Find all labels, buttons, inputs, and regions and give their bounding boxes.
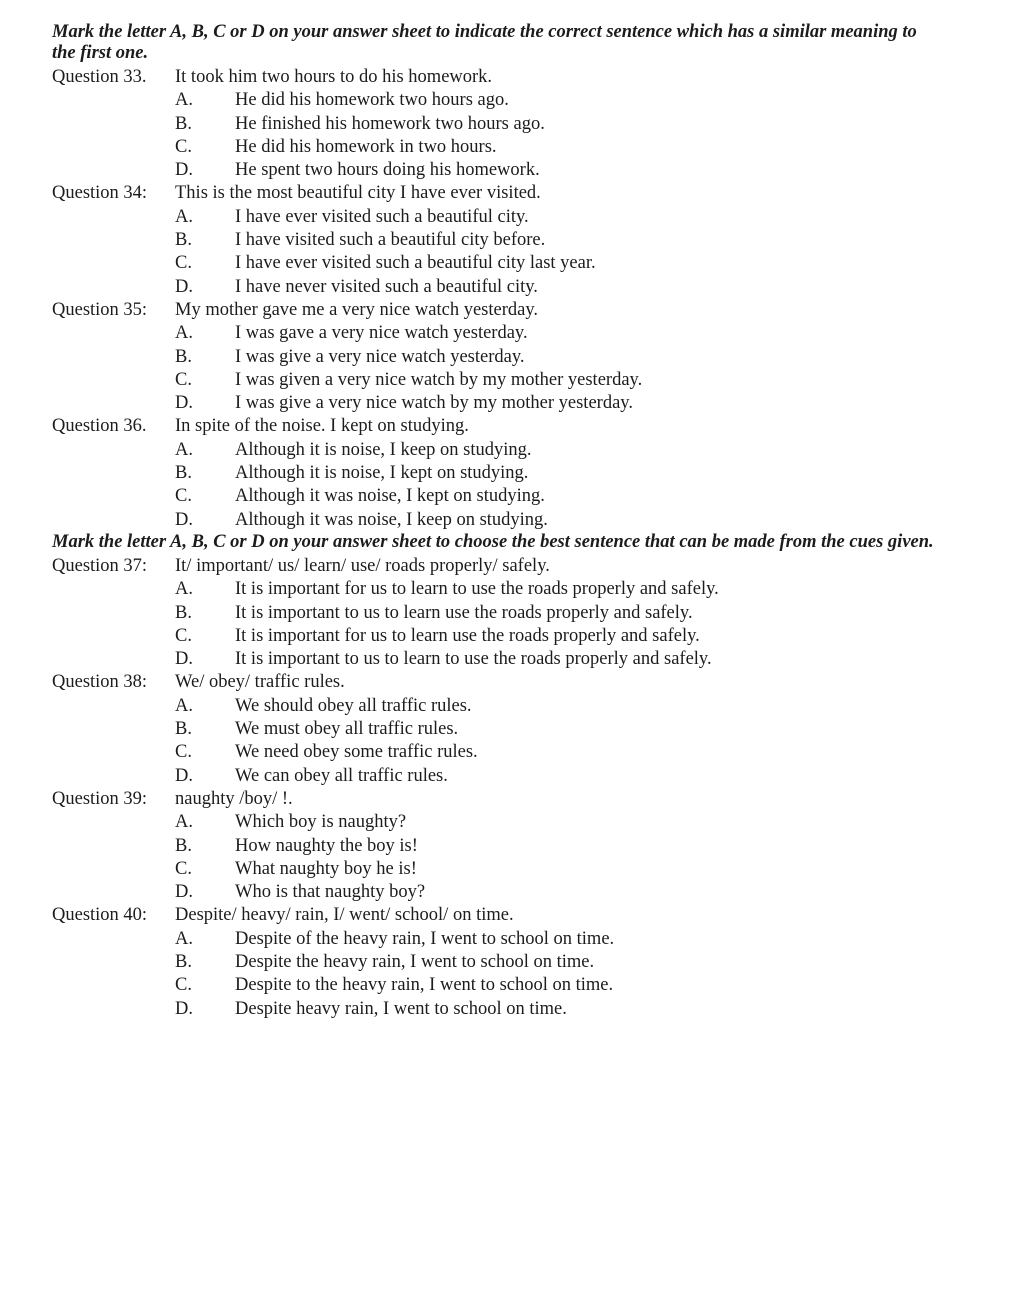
- answer-option[interactable]: [0, 578, 1024, 601]
- option-letter: D.: [175, 882, 193, 903]
- option-letter: B.: [175, 835, 192, 856]
- option-text: It is important to us to learn use the roads properly and safely.: [235, 602, 693, 623]
- question-line: [0, 415, 1024, 438]
- question-prompt: It took him two hours to do his homework.: [175, 67, 493, 87]
- option-text: How naughty the boy is!: [235, 835, 418, 856]
- option-text: Despite to the heavy rain, I went to school on time.: [235, 975, 614, 996]
- option-text: We need obey some traffic rules.: [235, 742, 478, 763]
- answer-option[interactable]: [0, 998, 1024, 1021]
- question-prompt: naughty /boy/ !.: [175, 788, 293, 809]
- option-letter: C.: [175, 742, 192, 763]
- option-letter: D.: [175, 649, 193, 670]
- option-letter: D.: [175, 509, 193, 530]
- question-label: Question 36.: [52, 416, 147, 437]
- option-text: Although it is noise, I keep on studying.: [235, 439, 532, 460]
- question-block: [0, 66, 1024, 182]
- answer-option[interactable]: [0, 741, 1024, 764]
- question-block: [0, 299, 1024, 415]
- option-text: I was give a very nice watch yesterday.: [235, 346, 525, 367]
- option-letter: D.: [175, 765, 193, 786]
- answer-option[interactable]: [0, 485, 1024, 508]
- answer-option[interactable]: [0, 602, 1024, 625]
- option-letter: C.: [175, 136, 192, 157]
- question-prompt: It/ important/ us/ learn/ use/ roads properly/ safely.: [175, 555, 550, 576]
- answer-option[interactable]: [0, 974, 1024, 997]
- option-text: Despite the heavy rain, I went to school on time.: [235, 951, 595, 972]
- option-letter: A.: [175, 695, 193, 716]
- option-text: He did his homework two hours ago.: [235, 90, 509, 111]
- question-prompt: We/ obey/ traffic rules.: [175, 672, 345, 693]
- question-block: [0, 904, 1024, 1020]
- option-text: Who is that naughty boy?: [235, 882, 426, 903]
- answer-option[interactable]: [0, 811, 1024, 834]
- answer-option[interactable]: [0, 625, 1024, 648]
- option-text: I was gave a very nice watch yesterday.: [235, 323, 528, 344]
- answer-option[interactable]: [0, 648, 1024, 671]
- question-block: [0, 415, 1024, 531]
- option-text: He did his homework in two hours.: [235, 136, 497, 157]
- answer-option[interactable]: [0, 322, 1024, 345]
- question-label: Question 37:: [52, 555, 148, 576]
- option-letter: B.: [175, 951, 192, 972]
- question-block: [0, 555, 1024, 671]
- answer-option[interactable]: [0, 718, 1024, 741]
- option-letter: B.: [175, 463, 192, 484]
- answer-option[interactable]: [0, 439, 1024, 462]
- question-line: [0, 66, 1024, 89]
- option-text: I have visited such a beautiful city before.: [235, 230, 546, 251]
- question-prompt: In spite of the noise. I kept on studying.: [175, 416, 469, 437]
- option-letter: D.: [175, 276, 193, 297]
- option-letter: C.: [175, 975, 192, 996]
- option-text: Despite of the heavy rain, I went to school on time.: [235, 928, 615, 949]
- option-text: We should obey all traffic rules.: [235, 695, 472, 716]
- answer-option[interactable]: [0, 858, 1024, 881]
- option-letter: A.: [175, 323, 193, 344]
- question-line: [0, 299, 1024, 322]
- question-prompt: This is the most beautiful city I have ever visited.: [175, 183, 541, 204]
- answer-option[interactable]: [0, 951, 1024, 974]
- question-label: Question 33.: [52, 67, 147, 87]
- option-text: I was given a very nice watch by my mother yesterday.: [235, 369, 643, 390]
- option-letter: A.: [175, 439, 193, 460]
- answer-option[interactable]: [0, 369, 1024, 392]
- option-text: Although it is noise, I kept on studying.: [235, 463, 529, 484]
- option-text: I was give a very nice watch by my mother yesterday.: [235, 393, 633, 414]
- answer-option[interactable]: [0, 159, 1024, 182]
- question-label: Question 34:: [52, 183, 148, 204]
- option-letter: D.: [175, 393, 193, 414]
- option-text: We can obey all traffic rules.: [235, 765, 448, 786]
- option-letter: C.: [175, 858, 192, 879]
- option-letter: D.: [175, 998, 193, 1019]
- question-line: [0, 671, 1024, 694]
- option-letter: A.: [175, 812, 193, 833]
- answer-option[interactable]: [0, 89, 1024, 112]
- question-label: Question 38:: [52, 672, 148, 693]
- option-letter: A.: [175, 928, 193, 949]
- option-letter: D.: [175, 160, 193, 181]
- question-line: [0, 788, 1024, 811]
- answer-option[interactable]: [0, 928, 1024, 951]
- question-label: Question 35:: [52, 299, 148, 320]
- question-line: [0, 904, 1024, 927]
- answer-option[interactable]: [0, 136, 1024, 159]
- answer-option[interactable]: [0, 392, 1024, 415]
- option-text: He finished his homework two hours ago.: [235, 113, 545, 134]
- answer-option[interactable]: [0, 695, 1024, 718]
- answer-option[interactable]: [0, 113, 1024, 136]
- answer-option[interactable]: [0, 835, 1024, 858]
- option-text: It is important to us to learn to use the roads properly and safely.: [235, 649, 712, 670]
- option-letter: B.: [175, 230, 192, 251]
- option-text: What naughty boy he is!: [235, 858, 417, 879]
- answer-option[interactable]: [0, 252, 1024, 275]
- option-text: Which boy is naughty?: [235, 812, 407, 833]
- option-text: I have ever visited such a beautiful city last year.: [235, 253, 596, 274]
- option-letter: B.: [175, 113, 192, 134]
- option-text: Although it was noise, I keep on studying.: [235, 509, 548, 530]
- exam-page: [0, 22, 1024, 1021]
- answer-option[interactable]: [0, 229, 1024, 252]
- exam-content: [0, 22, 1024, 1021]
- question-prompt: Despite/ heavy/ rain, I/ went/ school/ on time.: [175, 905, 514, 926]
- question-prompt: My mother gave me a very nice watch yesterday.: [175, 299, 538, 320]
- question-block: [0, 788, 1024, 904]
- option-letter: A.: [175, 206, 193, 227]
- answer-option[interactable]: [0, 881, 1024, 904]
- option-letter: C.: [175, 625, 192, 646]
- option-letter: B.: [175, 602, 192, 623]
- answer-option[interactable]: [0, 462, 1024, 485]
- option-text: He spent two hours doing his homework.: [235, 160, 540, 181]
- option-letter: C.: [175, 369, 192, 390]
- option-letter: B.: [175, 719, 192, 740]
- option-letter: A.: [175, 90, 193, 111]
- question-label: Question 39:: [52, 788, 148, 809]
- option-letter: B.: [175, 346, 192, 367]
- option-letter: C.: [175, 253, 192, 274]
- option-text: Although it was noise, I kept on studying.: [235, 486, 545, 507]
- question-line: [0, 555, 1024, 578]
- answer-option[interactable]: [0, 346, 1024, 369]
- option-text: I have never visited such a beautiful city.: [235, 276, 538, 297]
- option-text: It is important for us to learn to use the roads properly and safely.: [235, 579, 719, 600]
- option-letter: C.: [175, 486, 192, 507]
- question-block: [0, 671, 1024, 787]
- section-instruction: Mark the letter A, B, C or D on your answer sheet to choose the best sentence that can be made from the cues given.: [52, 531, 934, 552]
- question-block: [0, 182, 1024, 298]
- answer-option[interactable]: [0, 206, 1024, 229]
- question-line: [0, 182, 1024, 205]
- answer-option[interactable]: [0, 509, 1024, 532]
- answer-option[interactable]: [0, 276, 1024, 299]
- answer-option[interactable]: [0, 765, 1024, 788]
- option-letter: A.: [175, 579, 193, 600]
- question-label: Question 40:: [52, 905, 148, 926]
- option-text: I have ever visited such a beautiful city.: [235, 206, 529, 227]
- option-text: Despite heavy rain, I went to school on time.: [235, 998, 567, 1019]
- option-text: We must obey all traffic rules.: [235, 719, 459, 740]
- option-text: It is important for us to learn use the roads properly and safely.: [235, 625, 700, 646]
- section-instruction: Mark the letter A, B, C or D on your answer sheet to indicate the correct sentence which has a similar meaning to the first one.: [52, 22, 917, 63]
